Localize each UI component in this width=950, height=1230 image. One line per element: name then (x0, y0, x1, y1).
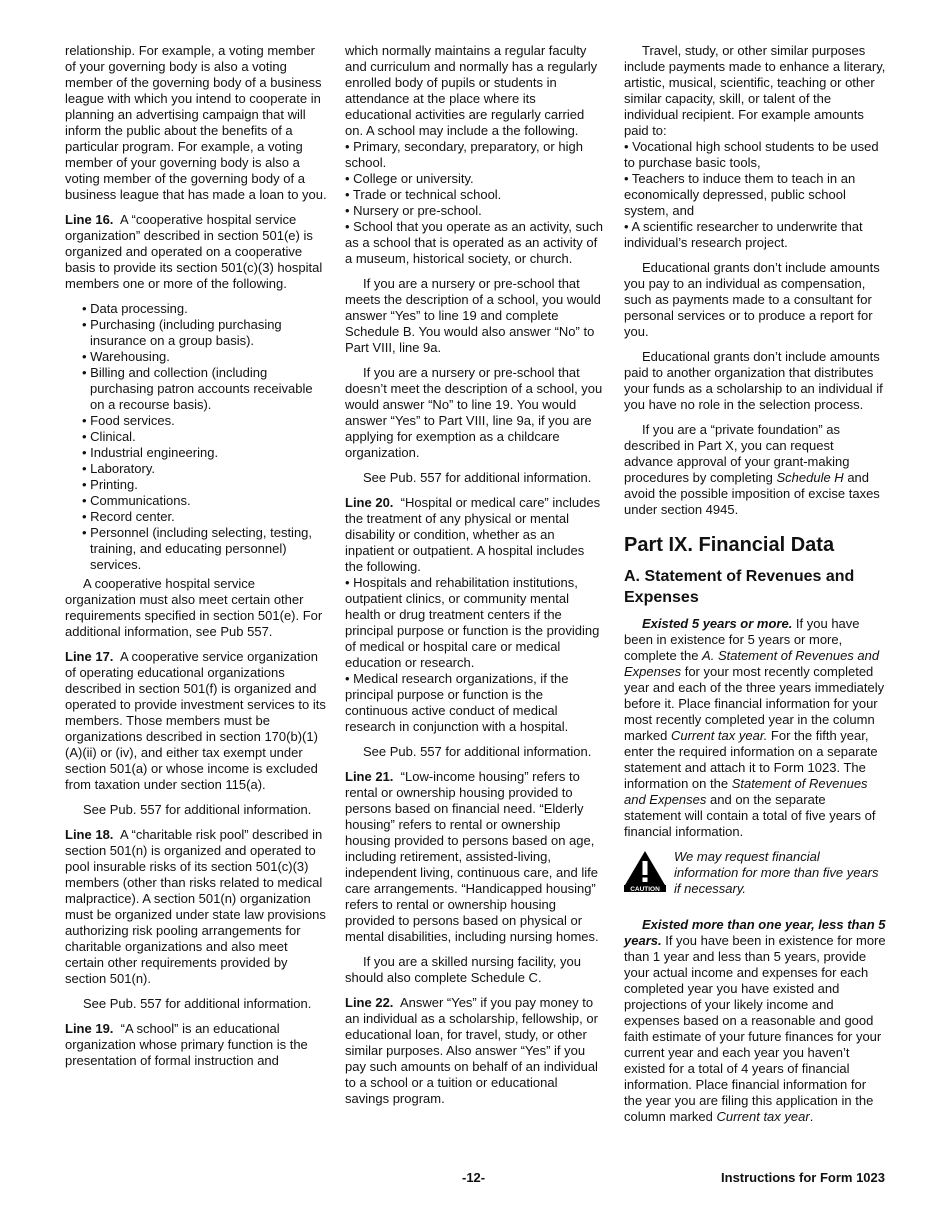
line-19-paragraph (65, 1021, 327, 1069)
line-20-text: “Hospital or medical care” includes the treatment of any physical or mental disability or condition, whether as an inpatient or outpatient. A hospital includes the following. (345, 495, 601, 574)
line-22-paragraph (345, 995, 605, 1107)
list-item: • Personnel (including selecting, testing, training, and educating personnel) services. (82, 525, 313, 572)
existed-1-to-5-years-label: Existed more than one year, less than 5 years. (624, 917, 886, 948)
list-item: • Clinical. (82, 429, 136, 444)
line-16-text: A “cooperative hospital service organization” described in section 501(e) is organized and operated on a cooperative basis to provide its section 501(c)(3) hospital members one or more of the following. (65, 212, 323, 291)
see-pub-paragraph: See Pub. 557 for additional information. (363, 744, 592, 759)
see-pub-paragraph: See Pub. 557 for additional information. (363, 470, 592, 485)
line-17-label: Line 17. (65, 649, 114, 664)
current-tax-year-reference: Current tax year (716, 1109, 810, 1124)
private-foundation-text: If you are a “private foundation” as described in Part X, you can request advance approval of your grant-making procedures by completing (624, 422, 850, 485)
list-item: • Communications. (82, 493, 191, 508)
caution-label: CAUTION (630, 885, 660, 892)
paragraph-continued: relationship. For example, a voting member of your governing body is also a voting member of the governing body of a business league with which you intend to cooperate in planning an advertising campaign that will inform the public about the benefits of a particular program. For example, a voting member of your governing body is also a voting member of the governing body of a business league that has made a loan to you. (65, 43, 327, 202)
list-item: • Hospitals and rehabilitation institutions, outpatient clinics, or community mental health or drug treatment centers if the principal purpose or function is the providing of medical or hospital care or medical education or research. (345, 575, 600, 670)
school-list (345, 139, 605, 267)
part-heading: Part IX. Financial Data (624, 534, 835, 556)
line-18-text: A “charitable risk pool” described in section 501(n) is organized and operated to pool insurable risks of its section 501(c)(3) members (other than risks related to medical malpractice). A section 501(n) organization must be organized under state law provisions authorizing risk pooling arrangements for charitable organizations and also meet certain other requirements provided by section 501(n). (65, 827, 326, 986)
nursery-paragraph: If you are a nursery or pre-school that meets the description of a school, you would answer “Yes” to line 19 and complete Schedule B. You would also answer “No” to Part VIII, line 9a. (345, 276, 601, 355)
line-16-list (65, 301, 327, 573)
line-21-paragraph (345, 769, 605, 945)
list-item: • Warehousing. (82, 349, 170, 364)
list-item: • Laboratory. (82, 461, 155, 476)
list-item: • Data processing. (82, 301, 188, 316)
see-pub-paragraph: See Pub. 557 for additional information. (83, 802, 312, 817)
existed-5-years-paragraph (624, 616, 886, 840)
line-17-paragraph (65, 649, 327, 793)
line-20-paragraph (345, 495, 605, 575)
current-tax-year-reference: Current tax year. (670, 728, 768, 743)
existed-5-years-text: for your most recently completed year and each of the three years immediately before it. Place financial information for your most recently completed year in the column marked (624, 664, 885, 743)
existed-5-years-text: and on the separate statement will contain a total of five years of financial information. (624, 792, 876, 839)
see-pub-paragraph: See Pub. 557 for additional information. (83, 996, 312, 1011)
caution-note (624, 849, 886, 897)
column-middle (345, 43, 605, 1116)
line-18-label: Line 18. (65, 827, 114, 842)
list-item: • Medical research organizations, if the principal purpose or function is the continuous active conduct of medical research in conjunction with a hospital. (345, 671, 569, 734)
list-item: • Record center. (82, 509, 175, 524)
statement-reference: Statement of Revenues and Expenses (624, 776, 868, 807)
list-item: • Trade or technical school. (345, 187, 502, 202)
list-item: • Teachers to induce them to teach in an economically depressed, public school system, and (624, 171, 856, 218)
line-19-text: “A school” is an educational organization whose primary function is the presentation of formal instruction and (65, 1021, 308, 1068)
list-item: • School that you operate as an activity, such as a school that is operated as an activity of a museum, historical society, or church. (345, 219, 603, 266)
list-item: • College or university. (345, 171, 474, 186)
line-22-text: Answer “Yes” if you pay money to an individual as a scholarship, fellowship, or educational loan, for travel, study, or other similar purposes. Also answer “Yes” if you pay such amounts on behalf of an individual to a school or a tuition or educational savings program. (345, 995, 598, 1106)
line-16-label: Line 16. (65, 212, 114, 227)
existed-5-years-label: Existed 5 years or more. (642, 616, 793, 631)
list-item: • Primary, secondary, preparatory, or high school. (345, 139, 583, 170)
footer-form-title: Instructions for Form 1023 (721, 1170, 885, 1185)
existed-1-to-5-years-text: . (809, 1109, 814, 1124)
private-foundation-paragraph (624, 422, 886, 518)
line-21-label: Line 21. (345, 769, 394, 784)
existed-1-to-5-years-paragraph (624, 917, 886, 1125)
hospital-list (345, 575, 605, 735)
caution-text: We may request financial information for more than five years if necessary. (674, 849, 879, 896)
list-item: • Printing. (82, 477, 138, 492)
line-22-label: Line 22. (345, 995, 394, 1010)
section-heading: A. Statement of Revenues and Expenses (624, 568, 855, 606)
paragraph-continued: which normally maintains a regular faculty and curriculum and normally has a regularly enrolled body of pupils or students in attendance at the place where its educational activities are regularly carried on. A school may include a the following. (345, 43, 598, 138)
line-18-paragraph (65, 827, 327, 987)
educational-grants-paragraph: Educational grants don’t include amounts you pay to an individual as compensation, such as payments made to a consultant for personal services or to produce a report for you. (624, 260, 880, 339)
schedule-h-reference: Schedule H (776, 470, 844, 485)
list-item: • Billing and collection (including purchasing patron accounts receivable on a recourse basis). (82, 365, 313, 412)
list-item: • Purchasing (including purchasing insurance on a group basis). (82, 317, 282, 348)
column-right (624, 43, 886, 1134)
column-left (65, 43, 327, 1078)
travel-paragraph: Travel, study, or other similar purposes include payments made to enhance a literary, artistic, musical, scientific, teaching or other similar capacity, skill, or talent of the individual recipient. For example amounts paid to: (624, 43, 886, 138)
cooperative-hospital-paragraph: A cooperative hospital service organization must also meet certain other requirements specified in section 501(e). For additional information, see Pub 557. (65, 576, 323, 639)
line-19-label: Line 19. (65, 1021, 114, 1036)
existed-5-years-text: If you have been in existence for 5 years or more, complete the (624, 616, 860, 663)
line-20-label: Line 20. (345, 495, 394, 510)
skilled-nursing-paragraph: If you are a skilled nursing facility, you should also complete Schedule C. (345, 954, 581, 985)
list-item: • Vocational high school students to be used to purchase basic tools, (624, 139, 879, 170)
existed-1-to-5-years-text: If you have been in existence for more than 1 year and less than 5 years, provide your actual income and expenses for each completed year you have existed and projections of your likely income and expenses based on a reasonable and good faith estimate of your future finances for your current year and each year you haven’t existed for a total of 4 years of financial information. Place financial information for the year you are filing this application in the column marked (624, 933, 886, 1124)
statement-reference: A. Statement of Revenues and Expenses (624, 648, 880, 679)
line-17-text: A cooperative service organization of operating educational organizations described in section 501(f) is organized and operated to provide investment services to its members. Those members must be organizations described in section 170(b)(1)(A)(ii) or (iv), and either tax exempt under section 501(a) or whose income is excluded from taxation under section 115(a). (65, 649, 326, 792)
nursery-paragraph: If you are a nursery or pre-school that doesn’t meet the description of a school, you would answer “No” to line 19. You would answer “Yes” to Part VIII, line 9a, if you are applying for exemption as a childcare organization. (345, 365, 603, 460)
educational-grants-paragraph: Educational grants don’t include amounts paid to another organization that distributes your funds as a scholarship to an individual if you have no role in the selection process. (624, 349, 883, 412)
list-item: • A scientific researcher to underwrite that individual’s research project. (624, 219, 863, 250)
list-item: • Industrial engineering. (82, 445, 219, 460)
line-21-text: “Low-income housing” refers to rental or ownership housing provided to persons based on financial need. “Elderly housing” refers to rental or ownership housing provided to persons based on age, including retirement, assisted-living, independent living, continuous care, and life care arrangements. “Handicapped housing” refers to rental or ownership housing provided to persons based on physical or mental disabilities, including nursing homes. (345, 769, 599, 944)
travel-list (624, 139, 886, 251)
caution-icon (624, 850, 666, 896)
line-16-paragraph (65, 212, 327, 292)
existed-5-years-text: For the fifth year, enter the required information on a separate statement and attach it to Form 1023. The information on the (624, 728, 878, 791)
list-item: • Food services. (82, 413, 175, 428)
private-foundation-text-end: and avoid the possible imposition of excise taxes under section 4945. (624, 470, 880, 517)
page-number: -12- (462, 1170, 486, 1185)
list-item: • Nursery or pre-school. (345, 203, 482, 218)
